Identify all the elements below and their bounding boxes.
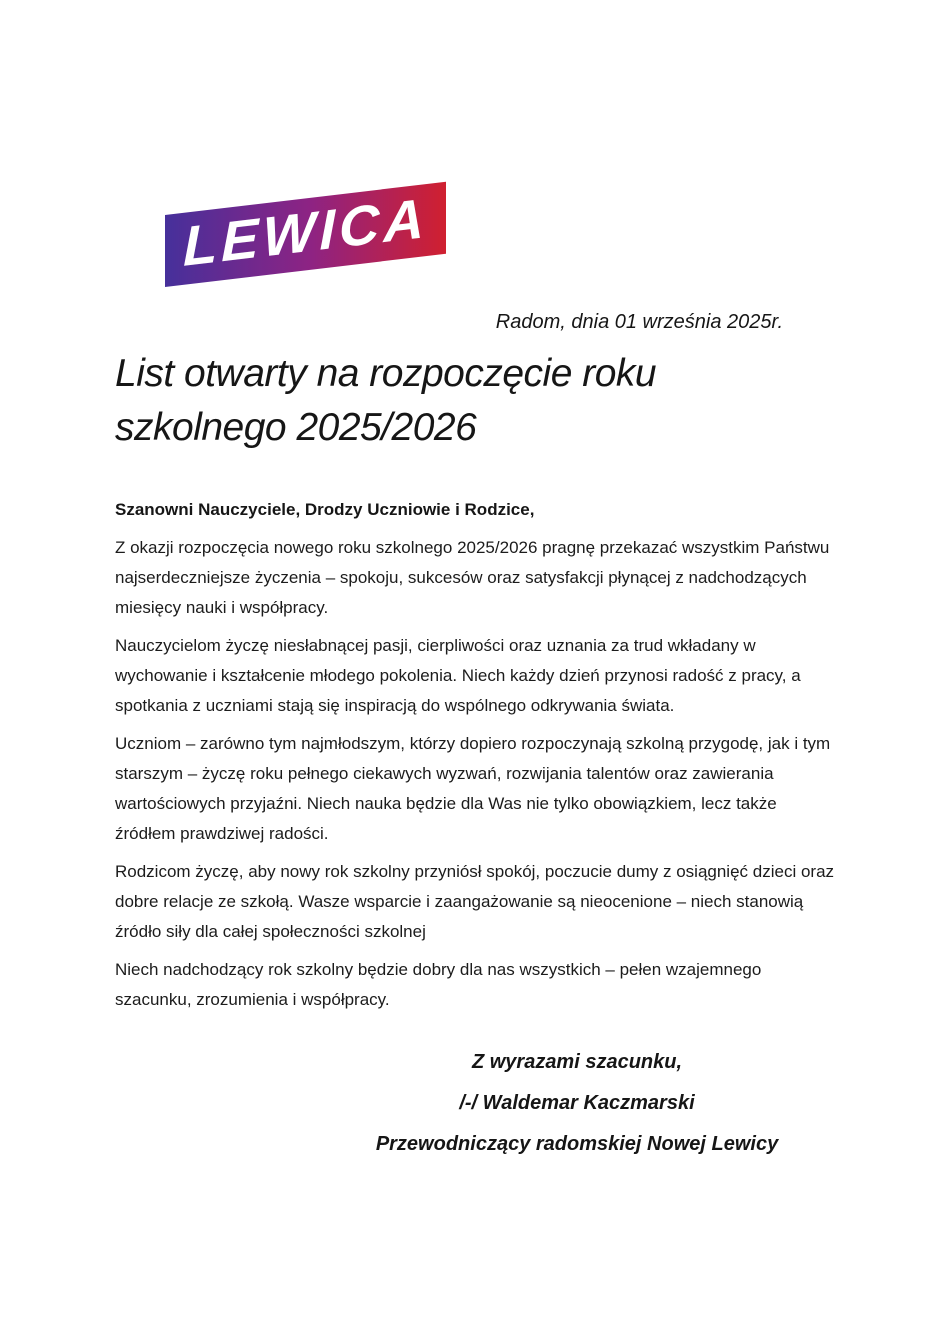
letter-paragraph: Z okazji rozpoczęcia nowego roku szkolnego 2025/2026 pragnę przekazać wszystkim Państwu najserdeczniejsze życzenia – spokoju, sukcesów oraz satysfakcji płynącej z nadchodzących miesięcy nauki i współpracy. xyxy=(115,538,830,617)
letter-paragraph: Uczniom – zarówno tym najmłodszym, którzy dopiero rozpoczynają szkolną przygodę, jak i tym starszym – życzę roku pełnego ciekawych wyzwań, rozwijania talentów oraz zawierania wartościowych przyjaźni. Niech nauka będzie dla Was nie tylko obowiązkiem, lecz także źródłem prawdziwej radości. xyxy=(115,734,831,843)
page-title-line-2: szkolnego 2025/2026 xyxy=(115,406,477,449)
letter-paragraph: Rodzicom życzę, aby nowy rok szkolny przyniósł spokój, poczucie dumy z osiągnięć dzieci oraz dobre relacje ze szkołą. Wasze wsparcie i zaangażowanie są nieocenione – niech stanowią źródło siły dla całej społeczności szkolnej xyxy=(115,862,835,941)
lewica-logo xyxy=(165,182,446,287)
letter-paragraph: Nauczycielom życzę niesłabnącej pasji, cierpliwości oraz uznania za trud wkładany w wychowanie i kształcenie młodego pokolenia. Niech każdy dzień przynosi radość z pracy, a spotkania z uczniami stają się inspiracją do wspólnego odkrywania świata. xyxy=(115,636,801,715)
greeting-line: Szanowni Nauczyciele, Drodzy Uczniowie i Rodzice, xyxy=(115,500,535,519)
signature-role: Przewodniczący radomskiej Nowej Lewicy xyxy=(375,1133,779,1155)
dateline: Radom, dnia 01 września 2025r. xyxy=(495,311,783,333)
signature-name: /-/ Waldemar Kaczmarski xyxy=(459,1092,695,1114)
page-title xyxy=(115,347,835,455)
letter-paragraph: Niech nadchodzący rok szkolny będzie dobry dla nas wszystkich – pełen wzajemnego szacunku, zrozumienia i współpracy. xyxy=(115,960,762,1009)
lewica-logo-wordmark: LEWICA xyxy=(183,185,428,278)
signature-closing: Z wyrazami szacunku, xyxy=(471,1051,683,1073)
page-title-line-1: List otwarty na rozpoczęcie roku xyxy=(115,352,657,395)
signature-block xyxy=(319,1047,835,1159)
